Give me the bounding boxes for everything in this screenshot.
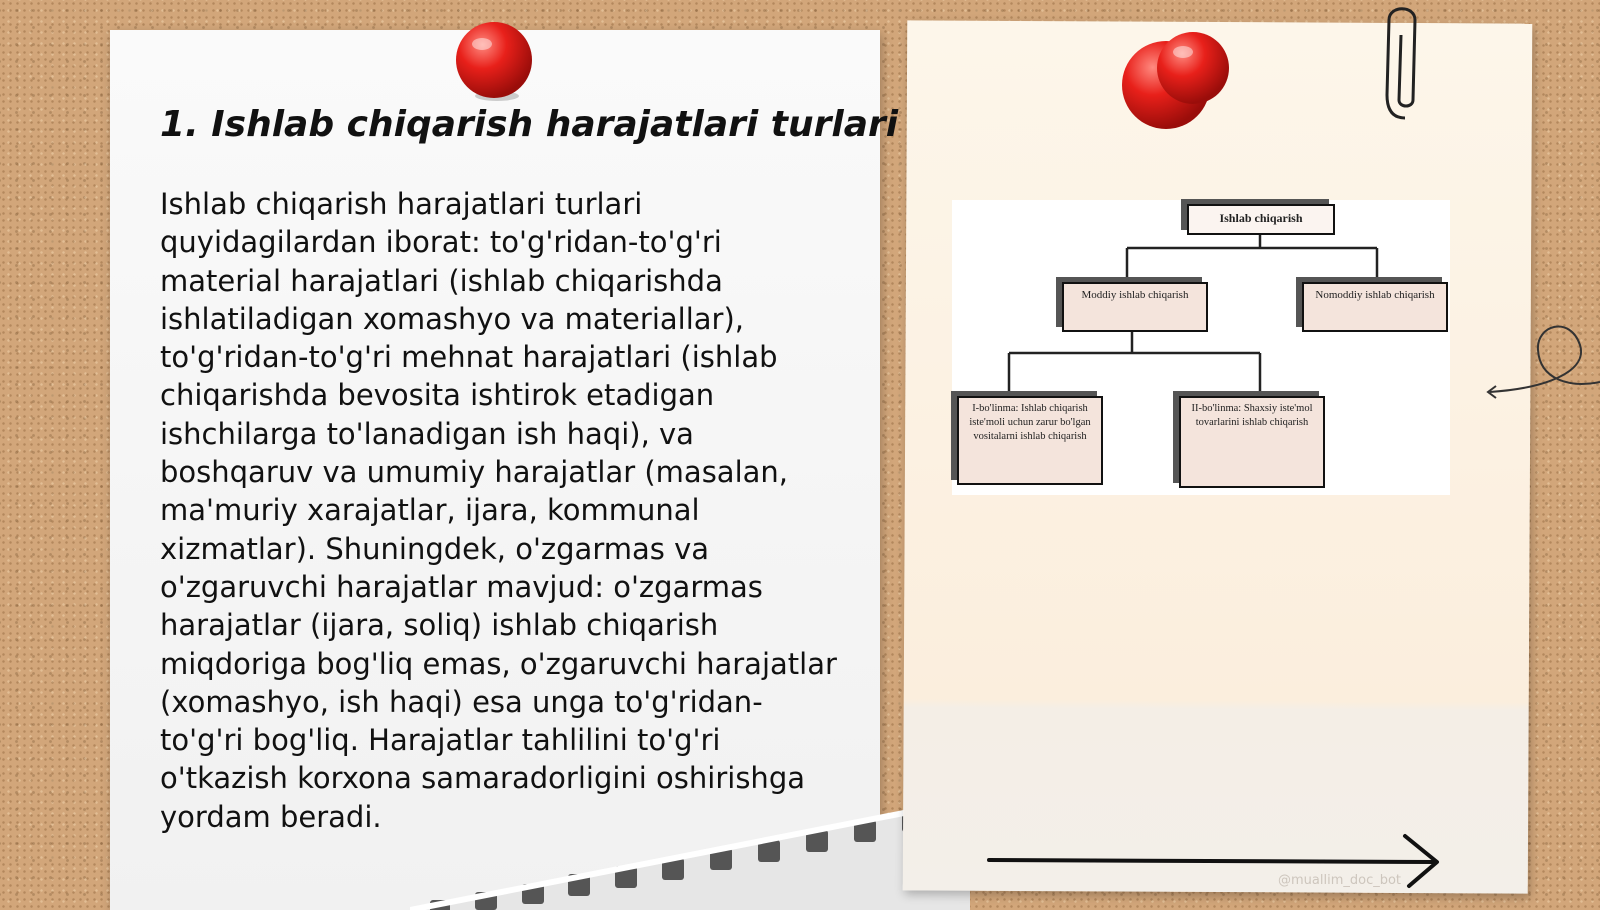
- slide-title: 1. Ishlab chiqarish harajatlari turlari: [160, 104, 899, 145]
- diagram-node-material: Moddiy ishlab chiqarish: [1062, 282, 1208, 332]
- diagram-node-root: Ishlab chiqarish: [1187, 204, 1335, 235]
- red-pushpin-icon: [452, 18, 542, 108]
- diagram-node-division-2: II-bo'linma: Shaxsiy iste'mol tovarlarini ishlab chiqarish: [1179, 396, 1325, 488]
- slide-body-text: Ishlab chiqarish harajatlari turlari quyidagilardan iborat: to'g'ridan-to'g'ri material harajatlari (ishlab chiqarishda ishlatiladigan xomashyo va materiallar), to'g'ridan-to'g'ri mehnat harajatlari (ishlab chiqarishda bevosita ishtirok etadigan ishchilarga to'lanadigan ish haqi), va boshqaruv va umumiy harajatlar (masalan, ma'muriy xarajatlar, ijara, kommunal xizmatlar). Shuningdek, o'zgarmas va o'zgaruvchi harajatlar mavjud: o'zgarmas harajatlar (ijara, soliq) ishlab chiqarish miqdoriga bog'liq emas, o'zgaruvchi harajatlar (xomashyo, ish haqi) esa unga to'g'ridan-to'g'ri bog'liq. Harajatlar tahlilini to'g'ri o'tkazish korxona samaradorligini oshirishga yordam beradi.: [160, 187, 837, 834]
- diagram-node-division-1: I-bo'linma: Ishlab chiqarish iste'moli uchun zarur bo'lgan vositalarni ishlab chiqarish: [957, 396, 1103, 485]
- paperclip-icon: [1375, 0, 1435, 130]
- watermark-text: @muallim_doc_bot: [1278, 873, 1402, 888]
- production-diagram: [952, 200, 1450, 495]
- swirl-arrow-doodle-icon: [1480, 310, 1600, 410]
- diagram-node-nonmaterial: Nomoddiy ishlab chiqarish: [1302, 282, 1448, 332]
- double-red-pushpin-icon: [1118, 30, 1238, 140]
